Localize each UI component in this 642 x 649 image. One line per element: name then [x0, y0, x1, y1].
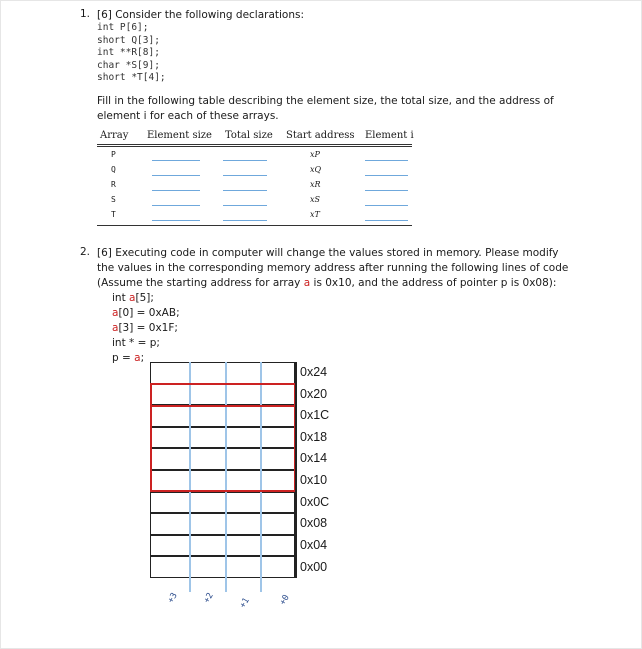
- highlight-box-array-a: [150, 405, 296, 492]
- q1-instruction: Fill in the following table describing the element size, the total size, and the address of element i for each of these arrays.: [97, 95, 554, 122]
- code-line: int **R[8];: [97, 47, 160, 58]
- address-label: 0x18: [300, 430, 328, 444]
- code-line: int * = p;: [112, 337, 160, 349]
- memory-row[interactable]: [150, 535, 295, 557]
- memory-row[interactable]: [150, 492, 295, 514]
- table-rule: [97, 146, 412, 147]
- byte-offset-label: +3: [166, 591, 180, 605]
- byte-offset-label: +0: [278, 593, 292, 607]
- row-label-r: R: [111, 180, 116, 189]
- code-line: a[3] = 0x1F;: [112, 322, 178, 334]
- code-line: char *S[9];: [97, 59, 160, 71]
- address-label: 0x20: [300, 387, 328, 401]
- header-element-size: Element size: [147, 130, 212, 141]
- code-line: int P[6];: [97, 22, 149, 33]
- blank-total-size[interactable]: [223, 190, 267, 191]
- row-label-t: T: [111, 210, 116, 219]
- blank-total-size[interactable]: [223, 205, 267, 206]
- address-label: 0x14: [300, 451, 328, 465]
- start-address-q: xQ: [310, 165, 322, 174]
- blank-total-size[interactable]: [223, 220, 267, 221]
- memory-row[interactable]: [150, 513, 295, 535]
- code-line: short *T[4];: [97, 72, 166, 83]
- code-line: p = a;: [112, 352, 145, 364]
- address-label: 0x10: [300, 473, 328, 487]
- q1-number: 1.: [80, 8, 91, 20]
- code-line: int a[5];: [112, 292, 154, 304]
- address-label: 0x08: [300, 516, 328, 530]
- row-label-s: S: [111, 195, 116, 204]
- q2-number: 2.: [80, 246, 91, 258]
- header-total-size: Total size: [225, 130, 273, 141]
- address-label: 0x0C: [300, 495, 330, 509]
- blank-total-size[interactable]: [223, 175, 267, 176]
- address-label: 0x1C: [300, 408, 330, 422]
- q1-heading: [6] Consider the following declarations:: [97, 9, 305, 21]
- byte-offset-label: +2: [202, 591, 216, 605]
- q1-code-block: [97, 22, 166, 85]
- address-divider: [295, 362, 297, 578]
- blank-element-size[interactable]: [152, 190, 200, 191]
- q2-text: [6] Executing code in computer will change the values stored in memory. Please modify the values in the corresponding memory address after running the following lines of code (Assume the starting address for array a is 0x10, and the address of pointer p is 0x08):: [97, 247, 569, 289]
- blank-element-size[interactable]: [152, 160, 200, 161]
- q2-code-block: [112, 291, 180, 366]
- blank-element-i[interactable]: [365, 190, 408, 191]
- row-label-q: Q: [111, 165, 116, 174]
- header-array: Array: [100, 130, 129, 141]
- code-line: a[0] = 0xAB;: [112, 307, 180, 319]
- table-rule: [97, 225, 412, 226]
- blank-element-size[interactable]: [152, 205, 200, 206]
- memory-row[interactable]: [150, 556, 295, 578]
- address-label: 0x24: [300, 365, 328, 379]
- header-start-address: Start address: [286, 130, 355, 141]
- blank-total-size[interactable]: [223, 160, 267, 161]
- blank-element-i[interactable]: [365, 205, 408, 206]
- highlight-box-pointer-p: [150, 383, 296, 407]
- start-address-p: xP: [310, 150, 320, 159]
- blank-element-size[interactable]: [152, 175, 200, 176]
- blank-element-i[interactable]: [365, 160, 408, 161]
- header-element-i: Element i: [365, 130, 414, 141]
- start-address-r: xR: [310, 180, 321, 189]
- start-address-t: xT: [310, 210, 320, 219]
- address-label: 0x00: [300, 560, 328, 574]
- address-label: 0x04: [300, 538, 328, 552]
- blank-element-size[interactable]: [152, 220, 200, 221]
- memory-row[interactable]: [150, 362, 295, 384]
- blank-element-i[interactable]: [365, 220, 408, 221]
- blank-element-i[interactable]: [365, 175, 408, 176]
- code-line: short Q[3];: [97, 34, 160, 46]
- start-address-s: xS: [310, 195, 320, 204]
- row-label-p: P: [111, 150, 116, 159]
- byte-offset-label: +1: [238, 596, 252, 610]
- table-rule: [97, 144, 412, 145]
